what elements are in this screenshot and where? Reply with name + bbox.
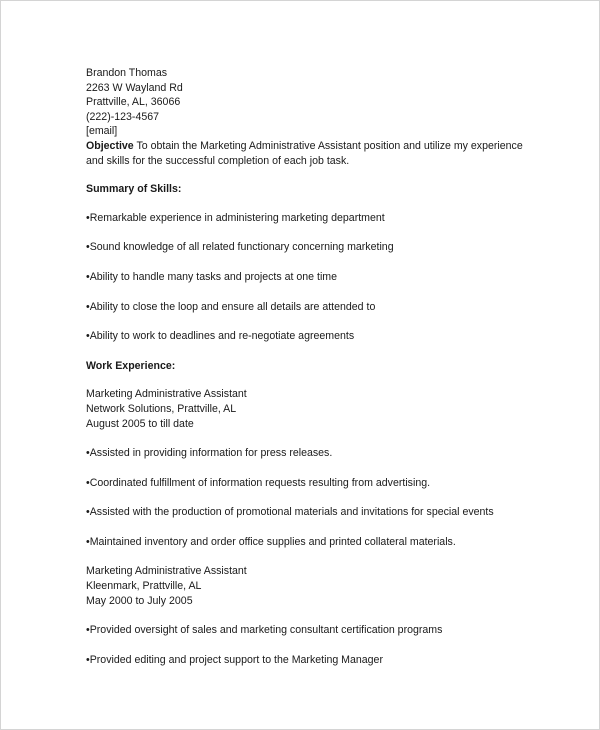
skill-item: •Sound knowledge of all related functionary concerning marketing xyxy=(86,241,394,254)
duty-item: •Provided oversight of sales and marketing consultant certification programs xyxy=(86,624,443,637)
job-company: Network Solutions, Prattville, AL xyxy=(86,402,237,415)
contact-city: Prattville, AL, 36066 xyxy=(86,96,181,109)
skill-item: •Remarkable experience in administering marketing department xyxy=(86,211,385,224)
skill-item: •Ability to handle many tasks and projects at one time xyxy=(86,270,338,283)
job-title: Marketing Administrative Assistant xyxy=(86,565,247,578)
job-title: Marketing Administrative Assistant xyxy=(86,388,247,401)
duty-item: •Provided editing and project support to the Marketing Manager xyxy=(86,653,383,666)
skills-heading: Summary of Skills: xyxy=(86,183,182,196)
contact-email: [email] xyxy=(86,125,118,138)
duty-item: •Assisted with the production of promotional materials and invitations for special events xyxy=(86,506,494,519)
job-company: Kleenmark, Prattville, AL xyxy=(86,580,202,593)
duty-item: •Maintained inventory and order office supplies and printed collateral materials. xyxy=(86,535,456,548)
objective-text: To obtain the Marketing Administrative Assistant position and utilize my experience and skills for the successful completion of each job task. xyxy=(86,139,523,167)
duty-item: •Coordinated fulfillment of information requests resulting from advertising. xyxy=(86,476,431,489)
skill-item: •Ability to close the loop and ensure all details are attended to xyxy=(86,300,376,313)
duty-item: •Assisted in providing information for press releases. xyxy=(86,447,333,460)
experience-heading: Work Experience: xyxy=(86,359,176,372)
contact-name: Brandon Thomas xyxy=(86,67,168,79)
objective-paragraph xyxy=(86,139,536,168)
job-dates: May 2000 to July 2005 xyxy=(86,594,193,607)
contact-street: 2263 W Wayland Rd xyxy=(86,81,183,94)
contact-phone: (222)-123-4567 xyxy=(86,110,160,123)
skill-item: •Ability to work to deadlines and re-negotiate agreements xyxy=(86,330,355,343)
resume-content xyxy=(86,66,536,667)
job-dates: August 2005 to till date xyxy=(86,417,194,430)
objective-label: Objective xyxy=(86,139,134,152)
